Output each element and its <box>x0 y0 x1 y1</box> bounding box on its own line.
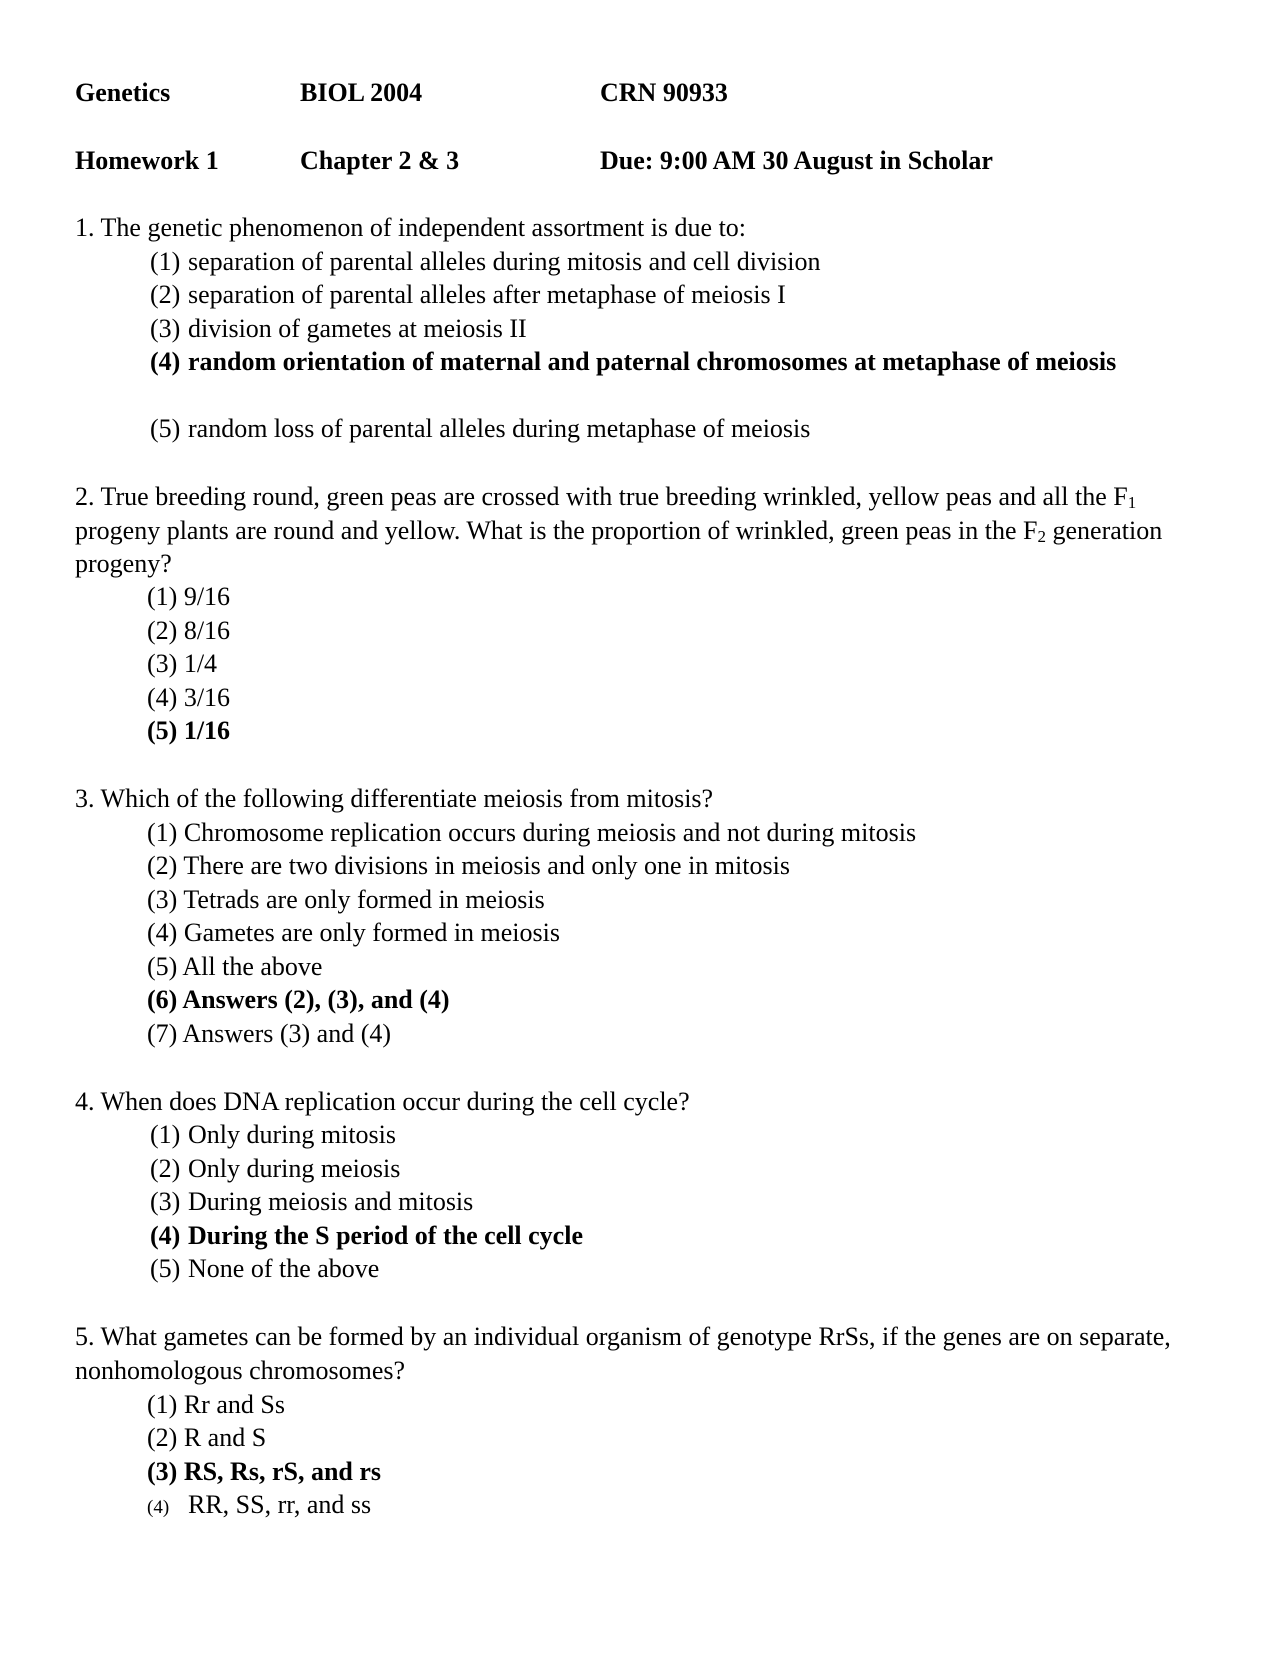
question-2-text-part-b: progeny plants are round and yellow. What is the proportion of wrinkled, green peas in the F <box>75 515 1038 545</box>
header-due-date: Due: 9:00 AM 30 August in Scholar <box>600 146 993 175</box>
question-2-text-part-c: generation progeny? <box>75 515 1163 578</box>
option-number: (1) <box>150 247 181 276</box>
option-text: During the S period of the cell cycle <box>188 1221 583 1250</box>
question-4-text: 4. When does DNA replication occur during the cell cycle? <box>75 1087 690 1116</box>
option-text: separation of parental alleles during mitosis and cell division <box>188 247 821 276</box>
question-2-option-1: (1) 9/16 <box>147 582 231 611</box>
question-1-option-2 <box>150 278 1150 312</box>
question-5-option-4 <box>147 1488 371 1525</box>
question-2-option-2: (2) 8/16 <box>147 616 231 645</box>
header-course: Genetics <box>75 78 171 107</box>
option-text: None of the above <box>188 1254 380 1283</box>
subscript-2: 2 <box>1037 526 1046 546</box>
question-3-option-2: (2) There are two divisions in meiosis and only one in mitosis <box>147 851 790 880</box>
question-3-text: 3. Which of the following differentiate meiosis from mitosis? <box>75 784 714 813</box>
question-5-option-2: (2) R and S <box>147 1423 267 1452</box>
option-number: (3) <box>150 1187 181 1216</box>
subscript-1: 1 <box>1127 493 1137 512</box>
question-1-option-1 <box>150 245 1150 279</box>
option-text: separation of parental alleles after metaphase of meiosis I <box>188 280 786 309</box>
option-text: During meiosis and mitosis <box>188 1187 474 1216</box>
question-1-option-5 <box>150 412 1150 446</box>
option-number: (1) <box>150 1120 181 1149</box>
option-text: Only during meiosis <box>188 1154 401 1183</box>
question-3-option-7: (7) Answers (3) and (4) <box>147 1019 392 1048</box>
question-1-option-3 <box>150 312 1150 346</box>
option-text: RR, SS, rr, and ss <box>188 1490 372 1519</box>
question-5-option-1: (1) Rr and Ss <box>147 1390 285 1419</box>
option-number: (5) <box>150 414 181 443</box>
option-number: (4) <box>150 347 181 376</box>
header-assignment: Homework 1 <box>75 146 219 175</box>
option-number: (4) <box>150 1221 181 1250</box>
option-text: random orientation of maternal and paternal chromosomes at metaphase of meiosis <box>188 347 1117 376</box>
question-3-option-4: (4) Gametes are only formed in meiosis <box>147 918 560 947</box>
question-1-text: 1. The genetic phenomenon of independent assortment is due to: <box>75 213 747 242</box>
question-2-option-3: (3) 1/4 <box>147 649 218 678</box>
header-course-code: BIOL 2004 <box>300 78 423 107</box>
question-5-text: 5. What gametes can be formed by an individual organism of genotype RrSs, if the genes are on separate, nonhomologous chromosomes? <box>75 1322 1171 1385</box>
question-2-text <box>75 480 1210 581</box>
option-number: (2) <box>150 280 181 309</box>
question-2-option-4: (4) 3/16 <box>147 683 231 712</box>
option-number: (2) <box>150 1154 181 1183</box>
question-2-option-5-answer: (5) 1/16 <box>147 716 231 745</box>
question-4-option-5 <box>150 1252 1150 1286</box>
option-number: (3) <box>150 314 181 343</box>
question-3-option-3: (3) Tetrads are only formed in meiosis <box>147 885 545 914</box>
option-text: random loss of parental alleles during metaphase of meiosis <box>188 414 811 443</box>
question-4-option-4-answer <box>150 1219 1150 1253</box>
header-crn: CRN 90933 <box>600 78 728 107</box>
option-text: division of gametes at meiosis II <box>188 314 527 343</box>
option-number: (5) <box>150 1254 181 1283</box>
question-3-option-6-answer: (6) Answers (2), (3), and (4) <box>147 985 450 1014</box>
header-chapters: Chapter 2 & 3 <box>300 146 460 175</box>
question-4-option-2 <box>150 1152 1150 1186</box>
question-3-option-1: (1) Chromosome replication occurs during meiosis and not during mitosis <box>147 818 917 847</box>
option-text: Only during mitosis <box>188 1120 397 1149</box>
option-number: (4) <box>147 1497 170 1518</box>
question-5-option-3-answer: (3) RS, Rs, rS, and rs <box>147 1457 382 1486</box>
question-4-option-3 <box>150 1185 1150 1219</box>
question-3-option-5: (5) All the above <box>147 952 323 981</box>
question-2-text-part-a: 2. True breeding round, green peas are crossed with true breeding wrinkled, yellow peas and all the F <box>75 482 1128 511</box>
question-1-option-4-answer <box>150 345 1140 379</box>
question-4-option-1 <box>150 1118 1150 1152</box>
